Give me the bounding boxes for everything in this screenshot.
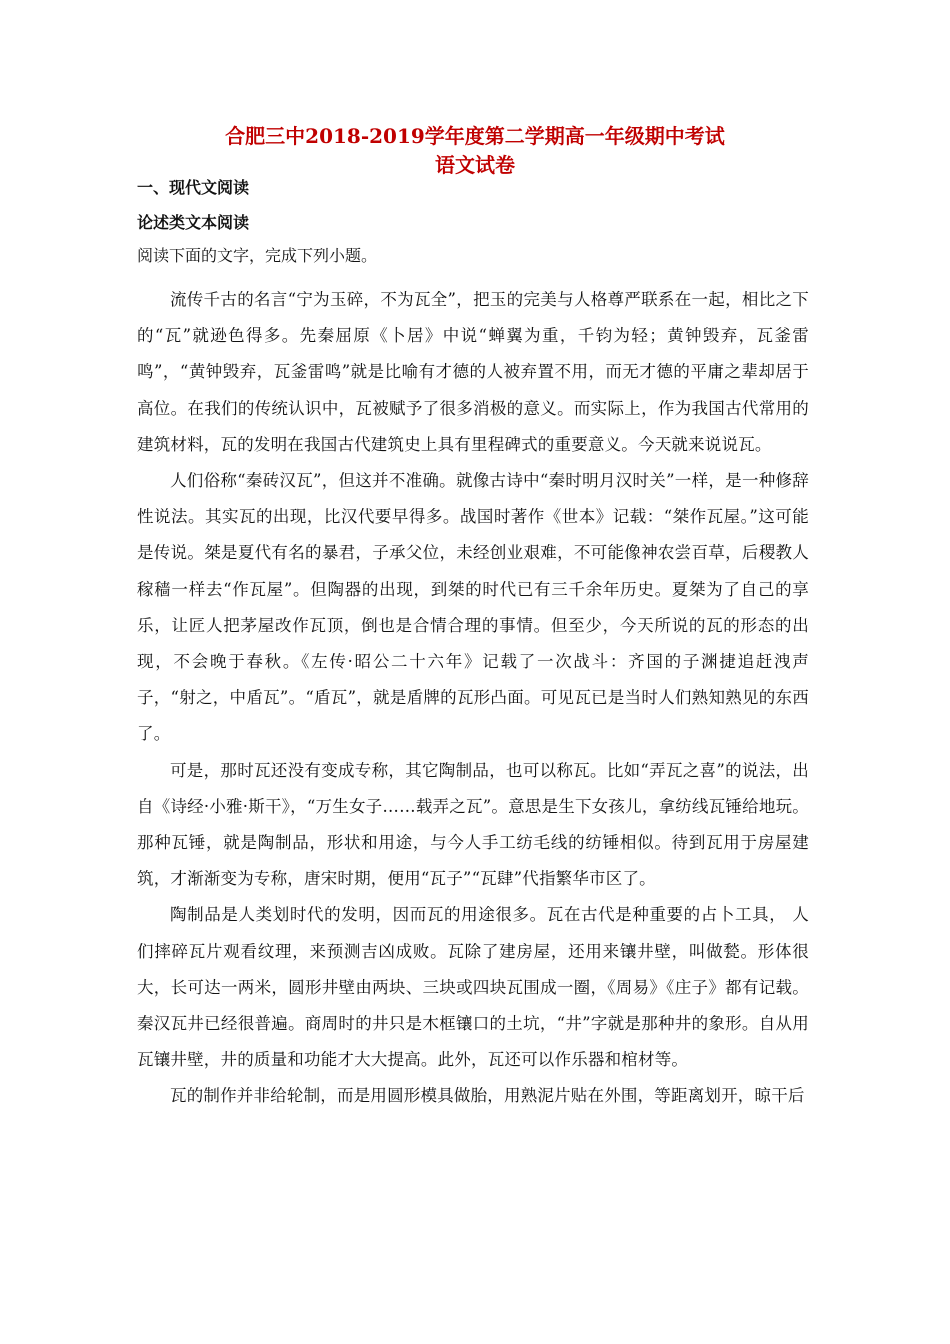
- subsection-heading: 论述类文本阅读: [137, 213, 250, 232]
- passage-body: [137, 282, 809, 1115]
- section-heading: 一、现代文阅读: [137, 178, 250, 197]
- passage-paragraph: 流传千古的名言“宁为玉碎，不为瓦全”，把玉的完美与人格尊严联系在一起，相比之下的“瓦”就逊色得多。先秦屈原《卜居》中说“蝉翼为重，千钧为轻；黄钟毁弃，瓦釜雷鸣”，“黄钟毁弃，瓦釜雷鸣”就是比喻有才德的人被弃置不用，而无才德的平庸之辈却居于高位。在我们的传统认识中，瓦被赋予了很多消极的意义。而实际上，作为我国古代常用的建筑材料，瓦的发明在我国古代建筑史上具有里程碑式的重要意义。今天就来说说瓦。: [137, 290, 809, 454]
- document-subtitle: 语文试卷: [435, 153, 515, 177]
- passage-paragraph: 可是，那时瓦还没有变成专称，其它陶制品，也可以称瓦。比如“弄瓦之喜”的说法，出自《诗经·小雅·斯干》，“万生女子……载弄之瓦”。意思是生下女孩儿，拿纺线瓦锤给地玩。那种瓦锤，就是陶制品，形状和用途，与今人手工纺毛线的纺锤相似。待到瓦用于房屋建筑，才渐渐变为专称，唐宋时期，便用“瓦子”“瓦肆”代指繁华市区了。: [137, 760, 809, 889]
- document-title: 合肥三中2018-2019学年度第二学期高一年级期中考试: [225, 124, 725, 148]
- passage-paragraph: 人们俗称“秦砖汉瓦”，但这并不准确。就像古诗中“秦时明月汉时关”一样，是一种修辞性说法。其实瓦的出现，比汉代要早得多。战国时著作《世本》记载：“桀作瓦屋。”这可能是传说。桀是夏代有名的暴君，子承父位，未经创业艰难，不可能像神农尝百草，后稷教人稼穑一样去“作瓦屋”。但陶器的出现，到桀的时代已有三千余年历史。夏桀为了自己的享乐，让匠人把茅屋改作瓦顶，倒也是合情合理的事情。但至少，今天所说的瓦的形态的出现，不会晚于春秋。《左传·昭公二十六年》记载了一次战斗：齐国的子渊捷追赶洩声子，“射之，中盾瓦”。“盾瓦”，就是盾牌的瓦形凸面。可见瓦已是当时人们熟知熟见的东西了。: [137, 471, 809, 744]
- reading-instruction: 阅读下面的文字，完成下列小题。: [137, 246, 378, 265]
- passage-paragraph: 陶制品是人类划时代的发明，因而瓦的用途很多。瓦在古代是种重要的占卜工具， 人们摔碎瓦片观看纹理，来预测吉凶成败。瓦除了建房屋，还用来镶井壁，叫做甃。形体很大，长可达一两米，圆形井壁由两块、三块或四块瓦围成一圈，《周易》《庄子》都有记载。秦汉瓦井已经很普遍。商周时的井只是木框镶口的土坑，“井”字就是那种井的象形。自从用瓦镶井壁，井的质量和功能才大大提高。此外，瓦还可以作乐器和棺材等。: [137, 905, 809, 1070]
- passage-paragraph: 瓦的制作并非给轮制，而是用圆形模具做胎，用熟泥片贴在外围，等距离划开，晾干后: [170, 1086, 805, 1106]
